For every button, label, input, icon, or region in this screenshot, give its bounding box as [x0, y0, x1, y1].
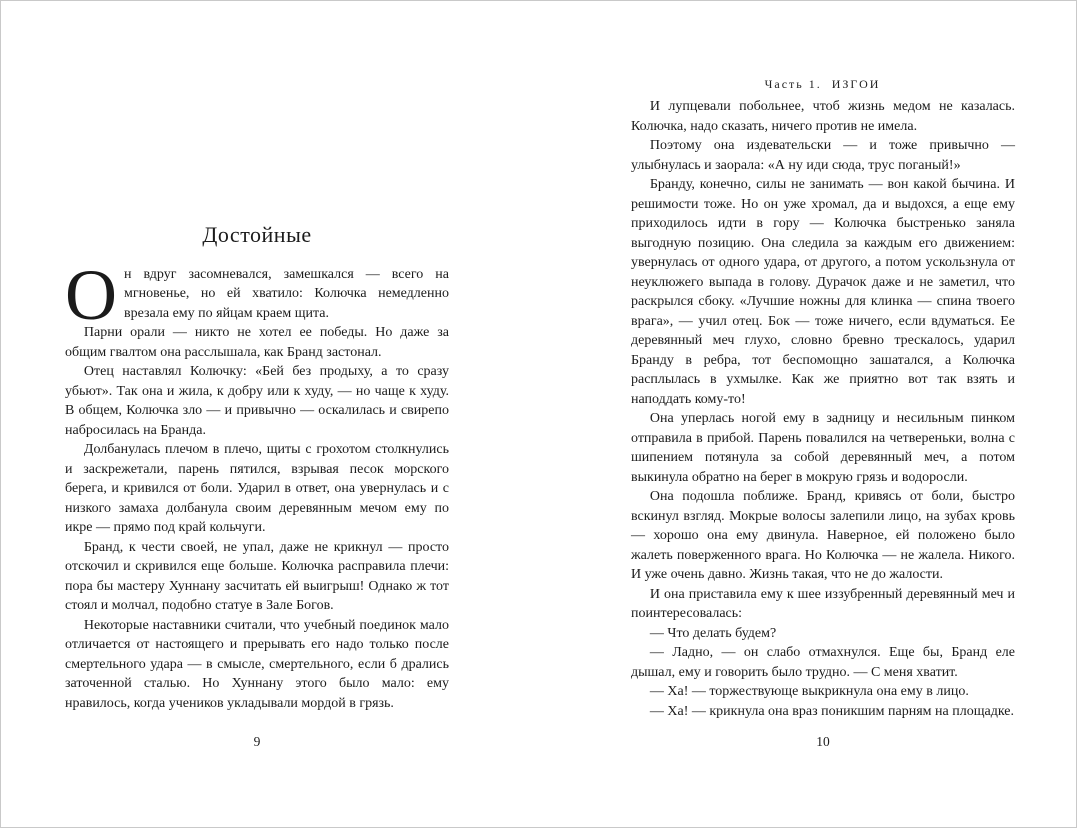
paragraph: Некоторые наставники считали, что учебный поединок мало отличается от настоящего и прерывать его надо только после смертельного удара — в смысле, смертельного, если б дрались заточенной сталью. Но Хуннану этого было мало: ему нравилось, когда учеников укладывали мордой в грязь. — [65, 617, 449, 711]
paragraph: И она приставила ему к шее иззубренный деревянный меч и поинтересовалась: — [631, 586, 1015, 621]
paragraph: Долбанулась плечом в плечо, щиты с грохотом столкнулись и заскрежетали, парень пятился, взрывая песок морского берега, и кривился от боли. Ударил в ответ, она увернулась и с низкого замаха долбанула своим деревянным мечом ему по икре — прямо под край кольчуги. — [65, 442, 449, 535]
paragraph: — Ха! — крикнула она враз поникшим парням на площадке. — [649, 703, 1014, 719]
page-number-right: 10 — [816, 734, 830, 749]
drop-cap: О — [65, 254, 117, 335]
paragraph: И лупцевали побольнее, чтоб жизнь медом не казалась. Колючка, надо сказать, ничего против не имела. — [631, 99, 1015, 134]
paragraph: Бранд, к чести своей, не упал, даже не крикнул — просто отскочил и скривился еще больше. Колючка расправила плечи: пора бы мастеру Хуннану засчитать ей выигрыш! Однако ж тот стоял и молчал, подобно статуе в Зале Богов. — [65, 539, 449, 613]
paragraph: Бранду, конечно, силы не занимать — вон какой бычина. И решимости тоже. Но он уже хромал, да и выдохся, а еще ему приходилось идти в гору — Колючка быстренько заняла выгодную позицию. Она следила за каждым его движением: увернулась от одного удара, от другого, а потом ускользнула от неуклюжего выпада в голову. Дурачок даже и не заметил, что раскрылся сбоку. «Лучшие ножны для клинка — спина твоего врага», — учил отец. Бок — тоже ничего, если вдуматься. Ее деревянный меч глухо, словно бревно трескалось, ударил Бранду в ребра, тот беспомощно зашатался, а Колючка расплылась в ухмылке. Как же приятно вот так взять и наподдать кому-то! — [631, 177, 1015, 407]
paragraph: Парни орали — никто не хотел ее победы. Но даже за общим гвалтом она расслышала, как Бранд застонал. — [65, 325, 449, 360]
left-paragraphs — [65, 323, 449, 713]
right-page-text — [631, 97, 1015, 721]
paragraph: — Ха! — торжествующе выкрикнула она ему в лицо. — [649, 684, 969, 699]
paragraph: — Ладно, — он слабо отмахнулся. Еще бы, Бранд еле дышал, ему и говорить было трудно. — С меня хватит. — [631, 645, 1015, 680]
running-head: Часть 1. ИЗГОИ — [764, 77, 881, 91]
paragraph: — Что делать будем? — [649, 625, 777, 641]
left-page-text — [65, 222, 449, 713]
chapter-title: Достойные — [202, 222, 312, 247]
opening-text: н вдруг засомневался, замешкался — всего на мгновенье, но ей хватило: Колючка немедленно врезала ему по яйцам краем щита. — [124, 266, 449, 321]
opening-paragraph — [65, 254, 449, 335]
paragraph: Она уперлась ногой ему в задницу и несильным пинком отправила в прибой. Парень повалился на четвереньки, волна с шипением потянула за собой деревянный меч, а потом выкинула обратно на берег в мокрую грязь и водоросли. — [631, 411, 1015, 485]
paragraph: Она подошла поближе. Бранд, кривясь от боли, быстро вскинул взгляд. Мокрые волосы залепили лицо, на зубах кровь — хорошо она ему двинула. Наверное, ей положено было жалеть поверженного врага. Но Колючка — не жалела. Никого. И уже очень давно. Жизнь такая, что не до жалости. — [631, 489, 1015, 582]
page-number-left: 9 — [253, 734, 261, 749]
paragraph: Поэтому она издевательски — и тоже привычно — улыбнулась и заорала: «А ну иди сюда, трус поганый!» — [631, 138, 1015, 173]
right-paragraphs — [631, 97, 1015, 721]
paragraph: Отец наставлял Колючку: «Бей без продыху, а то сразу убьют». Так она и жила, к добру или к худу, — но чаще к худу. В общем, Колючка зло — и привычно — оскалилась и свирепо набросилась на Бранда. — [65, 364, 449, 438]
